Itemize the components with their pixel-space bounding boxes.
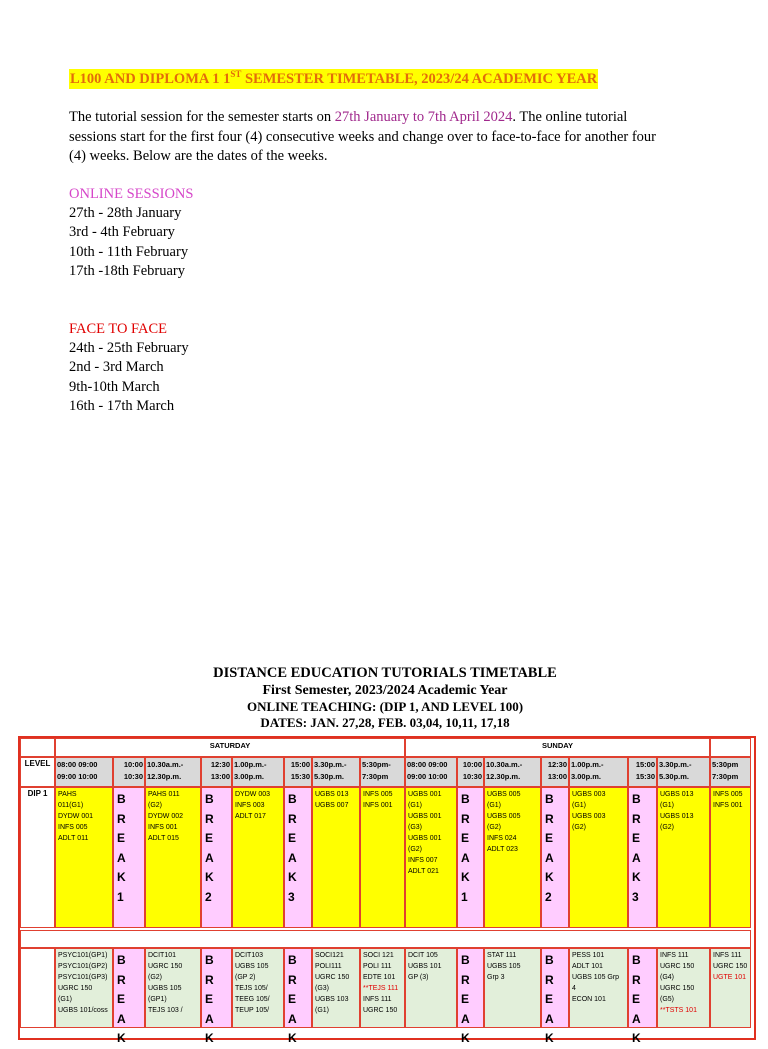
l100-sat-slot7 xyxy=(312,948,360,1028)
break-letter: E xyxy=(205,831,214,845)
course-code: INFS 007 xyxy=(408,857,438,864)
course-code: (G5) xyxy=(660,996,674,1003)
course-code: UGRC 150 xyxy=(660,985,695,992)
time-label: 5.30p.m. xyxy=(659,772,690,781)
day-saturday xyxy=(55,738,405,757)
course-code: UGBS 013 xyxy=(660,813,694,820)
level-header xyxy=(20,757,55,787)
course-code: ADLT 017 xyxy=(235,813,266,820)
timetable-mode: ONLINE TEACHING: (DIP 1, AND LEVEL 100) xyxy=(246,699,524,714)
course-code: GP (3) xyxy=(408,974,429,981)
course-code: UGBS 001 xyxy=(408,835,442,842)
break-letter: A xyxy=(117,1011,126,1026)
course-code: 011(G1) xyxy=(58,802,84,809)
l100-sat-slot8 xyxy=(360,948,405,1028)
break-column xyxy=(113,948,145,1045)
break-letter: E xyxy=(632,831,641,845)
course-code: UGBS 003 xyxy=(572,791,606,798)
break-number: 3 xyxy=(632,889,639,904)
break-letter: B xyxy=(545,953,554,967)
time-label: 3.00p.m. xyxy=(571,772,602,781)
timetable-title: DISTANCE EDUCATION TUTORIALS TIMETABLE xyxy=(213,665,557,681)
time-header-s6 xyxy=(284,757,312,787)
time-label: 09:00 10:00 xyxy=(57,772,98,781)
course-code: INFS 003 xyxy=(235,802,265,809)
course-code: (G1) xyxy=(487,802,501,809)
semester-dates: 27th January to 7th April 2024 xyxy=(334,109,513,125)
break-column xyxy=(201,787,232,928)
course-code: PAHS 011 xyxy=(148,791,180,798)
break-number: 1 xyxy=(461,889,468,904)
face-to-face-week: 16th - 17th March xyxy=(69,397,175,414)
course-code: 4 xyxy=(572,985,576,992)
course-code: INFS 001 xyxy=(713,802,743,809)
time-label: 12:30 xyxy=(210,760,230,769)
break-letter: R xyxy=(117,811,126,826)
l100-sun-slot1 xyxy=(405,948,457,1028)
break-letter: K xyxy=(545,1031,554,1045)
break-letter: E xyxy=(461,992,470,1006)
course-code: (G1) xyxy=(315,1007,329,1014)
break-letter: A xyxy=(545,1011,554,1026)
course-code: TEJS 105/ xyxy=(235,985,268,992)
time-label: 7:30pm xyxy=(712,772,739,781)
course-code: UGRC 150 xyxy=(315,974,350,981)
course-code: (GP 2) xyxy=(235,974,256,981)
time-label: 15:00 xyxy=(635,760,655,769)
time-label: 7:30pm xyxy=(362,772,389,781)
course-code: INFS 111 xyxy=(660,952,689,959)
course-code: PSYC101(GP1) xyxy=(58,952,108,959)
break-letter: E xyxy=(288,992,297,1006)
time-header-u1 xyxy=(405,757,457,787)
day-label: SATURDAY xyxy=(209,741,251,750)
course-code: TEEG 105/ xyxy=(235,996,270,1003)
time-label: 10.30a.m.- xyxy=(147,760,184,769)
course-code: INFS 111 xyxy=(713,952,742,959)
course-code: ADLT 011 xyxy=(58,835,89,842)
time-label: 10.30a.m.- xyxy=(486,760,523,769)
face-to-face-week: 2nd - 3rd March xyxy=(69,359,164,376)
course-code: UGBS 013 xyxy=(660,791,694,798)
spacer-row xyxy=(20,930,751,948)
time-label: 10:00 xyxy=(462,760,482,769)
course-code: DCIT 105 xyxy=(408,952,438,959)
break-column xyxy=(284,787,312,928)
course-code: (G2) xyxy=(148,974,162,981)
course-code: UGBS 103 xyxy=(315,996,349,1003)
time-label: 15:00 xyxy=(290,760,310,769)
time-header-u4 xyxy=(541,757,569,787)
time-label: 12.30p.m. xyxy=(147,772,182,781)
course-code: SOCI 121 xyxy=(363,952,394,959)
course-code: DYDW 002 xyxy=(148,813,184,820)
course-code: (G2) xyxy=(148,802,162,809)
time-label: 5:30pm- xyxy=(362,760,391,769)
course-code: (G1) xyxy=(58,996,72,1003)
break-column xyxy=(628,948,657,1045)
course-code: ADLT 101 xyxy=(572,963,603,970)
day-label: SUNDAY xyxy=(542,741,573,750)
break-letter: E xyxy=(545,831,554,845)
break-letter: B xyxy=(117,953,126,967)
level-dip1 xyxy=(20,787,55,928)
break-letter: K xyxy=(117,870,126,884)
break-letter: E xyxy=(461,831,470,845)
course-code: ADLT 023 xyxy=(487,846,518,853)
break-letter: A xyxy=(205,1011,214,1026)
time-header-s2 xyxy=(113,757,145,787)
break-letter: K xyxy=(205,1031,214,1045)
course-code: UGRC 150 xyxy=(713,963,748,970)
course-code: INFS 024 xyxy=(487,835,517,842)
course-code: STAT 111 xyxy=(487,952,517,959)
break-letter: E xyxy=(545,992,554,1006)
time-header-u2 xyxy=(457,757,484,787)
time-label: 10:00 xyxy=(123,760,143,769)
time-header-u8 xyxy=(710,757,751,787)
course-code: (G3) xyxy=(315,985,329,992)
course-code: POLI111 xyxy=(315,963,342,970)
course-code: **TEJS 111 xyxy=(363,985,399,992)
break-letter: B xyxy=(205,792,214,806)
break-number: 3 xyxy=(288,889,295,904)
dip1-sat-slot7 xyxy=(312,787,360,928)
time-label: 3.00p.m. xyxy=(234,772,265,781)
break-letter: A xyxy=(288,1011,297,1026)
time-label: 1.00p.m.- xyxy=(571,760,604,769)
time-label: 15:30 xyxy=(635,772,655,781)
break-letter: R xyxy=(205,972,214,987)
break-letter: R xyxy=(545,811,554,826)
course-code: UGRC 150 xyxy=(148,963,183,970)
course-code: PSYC101(GP3) xyxy=(58,974,108,981)
time-header-u3 xyxy=(484,757,541,787)
course-code: (G2) xyxy=(487,824,501,831)
break-letter: R xyxy=(288,811,297,826)
break-letter: K xyxy=(205,870,214,884)
break-letter: A xyxy=(545,850,554,865)
time-header-s4 xyxy=(201,757,232,787)
break-letter: R xyxy=(117,972,126,987)
time-header-s5 xyxy=(232,757,284,787)
day-sunday xyxy=(405,738,710,757)
time-label: 5:30pm xyxy=(712,760,739,769)
face-to-face-heading: FACE TO FACE xyxy=(69,321,168,337)
course-code: UGBS 001 xyxy=(408,791,442,798)
online-week: 17th -18th February xyxy=(69,262,185,279)
break-number: 2 xyxy=(545,889,552,904)
online-week: 3rd - 4th February xyxy=(69,224,175,241)
break-letter: B xyxy=(117,792,126,806)
timetable-subtitle: First Semester, 2023/2024 Academic Year xyxy=(262,683,508,698)
time-header-s1 xyxy=(55,757,113,787)
break-letter: K xyxy=(461,1031,470,1045)
course-code: UGRC 150 xyxy=(363,1007,398,1014)
course-code: PESS 101 xyxy=(572,952,605,959)
time-label: 5.30p.m. xyxy=(314,772,345,781)
level-label: LEVEL xyxy=(24,759,51,768)
time-label: 3.30p.m.- xyxy=(659,760,692,769)
break-letter: A xyxy=(288,850,297,865)
time-label: 1.00p.m.- xyxy=(234,760,267,769)
time-header-s3 xyxy=(145,757,201,787)
break-number: 1 xyxy=(117,889,124,904)
break-letter: A xyxy=(205,850,214,865)
course-code: INFS 005 xyxy=(363,791,393,798)
break-letter: K xyxy=(117,1031,126,1045)
time-label: 13:00 xyxy=(210,772,230,781)
course-code: POLI 111 xyxy=(363,963,392,970)
break-letter: A xyxy=(117,850,126,865)
break-letter: R xyxy=(632,972,641,987)
break-column xyxy=(457,787,484,928)
l100-sat-slot3 xyxy=(145,948,201,1028)
course-code: DYDW 003 xyxy=(235,791,271,798)
break-letter: R xyxy=(288,972,297,987)
face-to-face-week: 24th - 25th February xyxy=(69,340,189,357)
course-code: (GP1) xyxy=(148,996,167,1003)
break-letter: E xyxy=(117,992,126,1006)
time-label: 08:00 09:00 xyxy=(57,760,98,769)
course-code: (G1) xyxy=(660,802,674,809)
dip1-sun-slot5 xyxy=(569,787,628,928)
course-code: UGBS 105 xyxy=(148,985,182,992)
break-letter: B xyxy=(632,792,641,806)
course-code: UGRC 150 xyxy=(58,985,93,992)
intro-paragraph: The tutorial session for the semester starts on 27th January to 7th April 2024. The online tutorial sessions start for the first four (4) consecutive weeks and change over to face-to-face for another four (4) weeks. Below are the dates of the weeks. xyxy=(69,109,657,164)
l100-sat-slot5 xyxy=(232,948,284,1028)
l100-sat-slot1 xyxy=(55,948,113,1028)
course-code: UGBS 001 xyxy=(408,813,442,820)
course-code: INFS 005 xyxy=(58,824,88,831)
course-code: UGBS 101/coss xyxy=(58,1007,108,1014)
break-letter: K xyxy=(632,870,641,884)
document-title: L100 AND DIPLOMA 1 1ST SEMESTER TIMETABLE, 2023/24 ACADEMIC YEAR xyxy=(70,69,598,87)
course-code: (G1) xyxy=(408,802,422,809)
course-code: UGBS 005 xyxy=(487,791,521,798)
time-label: 08:00 09:00 xyxy=(407,760,448,769)
time-label: 10:30 xyxy=(123,772,143,781)
break-column xyxy=(284,948,312,1045)
break-letter: B xyxy=(288,953,297,967)
time-label: 12.30p.m. xyxy=(486,772,521,781)
course-code: (G4) xyxy=(660,974,674,981)
course-code: Grp 3 xyxy=(487,974,505,981)
break-letter: B xyxy=(461,953,470,967)
dip1-sat-slot5 xyxy=(232,787,284,928)
course-code: ECON 101 xyxy=(572,996,606,1003)
dip1-sun-slot1 xyxy=(405,787,457,928)
course-code: (G2) xyxy=(572,824,586,831)
course-code: PAHS xyxy=(58,791,77,798)
time-label: 09:00 10:00 xyxy=(407,772,448,781)
break-letter: K xyxy=(461,870,470,884)
course-code: SOCI121 xyxy=(315,952,344,959)
break-letter: R xyxy=(461,811,470,826)
course-code: DYDW 001 xyxy=(58,813,94,820)
face-to-face-week: 9th-10th March xyxy=(69,378,160,395)
dip1-sun-slot8 xyxy=(710,787,751,928)
course-code: TEUP 105/ xyxy=(235,1007,270,1014)
break-letter: K xyxy=(545,870,554,884)
dip1-sun-slot3 xyxy=(484,787,541,928)
break-letter: A xyxy=(632,850,641,865)
course-code: **TSTS 101 xyxy=(660,1007,697,1014)
break-letter: R xyxy=(545,972,554,987)
break-letter: E xyxy=(117,831,126,845)
course-code: PSYC101(GP2) xyxy=(58,963,108,970)
l100-sun-slot8 xyxy=(710,948,751,1028)
break-letter: B xyxy=(461,792,470,806)
break-column xyxy=(201,948,232,1045)
time-header-u7 xyxy=(657,757,710,787)
time-header-u5 xyxy=(569,757,628,787)
time-label: 12:30 xyxy=(547,760,567,769)
break-letter: E xyxy=(205,992,214,1006)
timetable-dates: DATES: JAN. 27,28, FEB. 03,04, 10,11, 17,18 xyxy=(260,715,510,730)
online-week: 27th - 28th January xyxy=(69,205,182,222)
online-sessions xyxy=(69,185,193,281)
time-label: 15:30 xyxy=(290,772,310,781)
course-code: UGBS 105 Grp xyxy=(572,974,620,981)
break-letter: A xyxy=(632,1011,641,1026)
timetable-heading xyxy=(150,664,620,731)
break-letter: R xyxy=(461,972,470,987)
course-code: UGBS 007 xyxy=(315,802,349,809)
break-letter: E xyxy=(632,992,641,1006)
level-corner xyxy=(20,738,55,757)
time-label: 10:30 xyxy=(462,772,482,781)
break-column xyxy=(541,787,569,928)
course-code: DCIT103 xyxy=(235,952,264,959)
course-code: (G2) xyxy=(408,846,422,853)
course-code: INFS 001 xyxy=(363,802,393,809)
dip1-sat-slot1 xyxy=(55,787,113,928)
break-letter: K xyxy=(632,1031,641,1045)
time-header-s7 xyxy=(312,757,360,787)
course-code: UGBS 105 xyxy=(487,963,521,970)
course-code: INFS 001 xyxy=(148,824,178,831)
course-code: ADLT 015 xyxy=(148,835,179,842)
online-week: 10th - 11th February xyxy=(69,243,189,260)
break-letter: B xyxy=(632,953,641,967)
break-number: 2 xyxy=(205,889,212,904)
course-code: TEJS 103 / xyxy=(148,1007,183,1014)
break-letter: R xyxy=(632,811,641,826)
break-letter: B xyxy=(205,953,214,967)
course-code: INFS 005 xyxy=(713,791,743,798)
course-code: (G2) xyxy=(660,824,674,831)
course-code: UGBS 105 xyxy=(235,963,269,970)
course-code: (G1) xyxy=(572,802,586,809)
dip1-sat-slot8 xyxy=(360,787,405,928)
course-code: UGBS 101 xyxy=(408,963,442,970)
break-letter: E xyxy=(288,831,297,845)
course-code: UGBS 013 xyxy=(315,791,349,798)
course-code: UGBS 005 xyxy=(487,813,521,820)
day-blank xyxy=(710,738,751,757)
course-code: UGTE 101 xyxy=(713,974,747,981)
course-code: (G3) xyxy=(408,824,422,831)
course-code: EDTE 101 xyxy=(363,974,396,981)
break-letter: A xyxy=(461,850,470,865)
online-sessions-heading: ONLINE SESSIONS xyxy=(69,186,194,202)
course-code: UGRC 150 xyxy=(660,963,695,970)
l100-sun-slot5 xyxy=(569,948,628,1028)
break-letter: K xyxy=(288,870,297,884)
l100-sun-slot3 xyxy=(484,948,541,1028)
face-to-face-sessions xyxy=(69,320,189,416)
break-column xyxy=(457,948,484,1045)
course-code: INFS 111 xyxy=(363,996,392,1003)
dip1-sat-slot3 xyxy=(145,787,201,928)
break-letter: B xyxy=(288,792,297,806)
break-column xyxy=(113,787,145,928)
break-column xyxy=(541,948,569,1045)
course-code: DCIT101 xyxy=(148,952,177,959)
l100-sun-slot7 xyxy=(657,948,710,1028)
course-code: ADLT 021 xyxy=(408,868,439,875)
break-column xyxy=(628,787,657,928)
dip1-sun-slot7 xyxy=(657,787,710,928)
level-name: DIP 1 xyxy=(27,789,48,798)
level-100 xyxy=(20,948,55,1028)
break-letter: A xyxy=(461,1011,470,1026)
time-label: 3.30p.m.- xyxy=(314,760,347,769)
break-letter: K xyxy=(288,1031,297,1045)
break-letter: R xyxy=(205,811,214,826)
break-letter: B xyxy=(545,792,554,806)
time-header-u6 xyxy=(628,757,657,787)
time-header-s8 xyxy=(360,757,405,787)
course-code: UGBS 003 xyxy=(572,813,606,820)
time-label: 13:00 xyxy=(547,772,567,781)
